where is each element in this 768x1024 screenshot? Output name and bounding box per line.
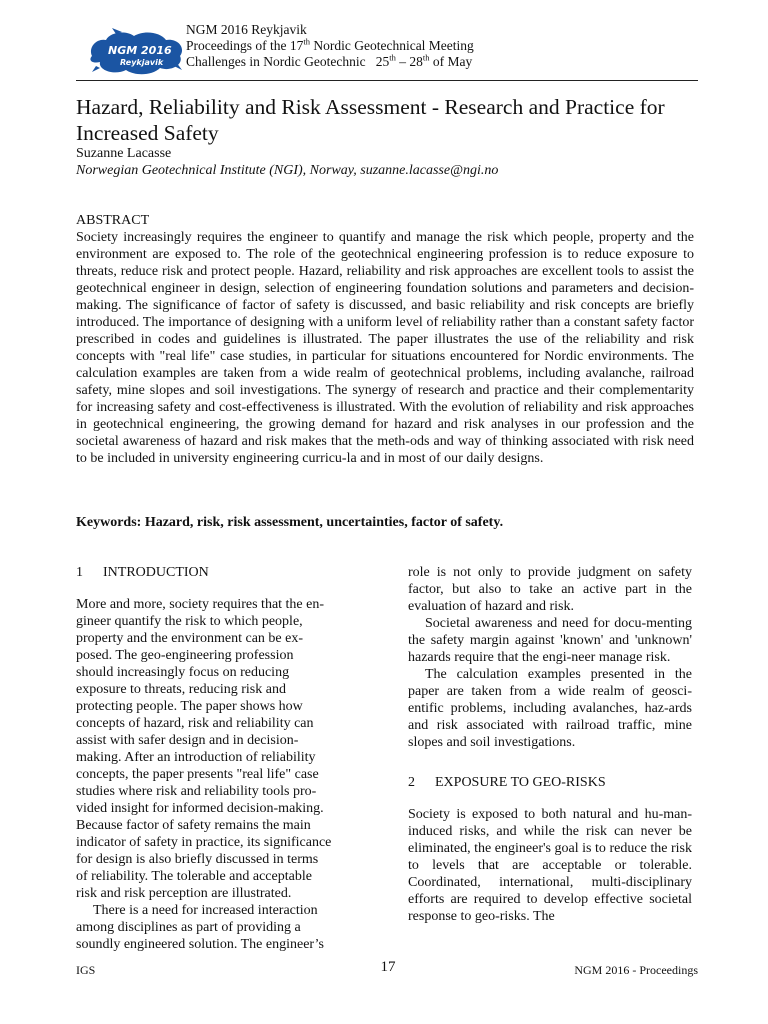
text-line: risk and risk perception are illustrated.: [76, 886, 292, 901]
page-header: [76, 22, 698, 81]
text-line: There is a need for increased interaction: [93, 903, 318, 918]
header-line-3: Challenges in Nordic Geotechnic 25th – 28th of May: [186, 52, 473, 69]
text-line: protecting people. The paper shows how: [76, 699, 303, 714]
paper-title: Hazard, Reliability and Risk Assessment - Research and Practice for Increased Safety: [76, 95, 665, 145]
abstract-heading: ABSTRACT: [76, 213, 150, 228]
svg-text:Reykjavik: Reykjavik: [120, 58, 164, 67]
section-2-heading: [408, 774, 692, 791]
section-1-title: INTRODUCTION: [103, 565, 209, 580]
intro-paragraph-2-continued: role is not only to provide judgment on safety factor, but also to take an active part in the evaluation of hazard and risk.: [408, 565, 692, 614]
text-line: posed. The geo-engineering profession: [76, 648, 294, 663]
header-text: [186, 22, 474, 70]
section-1-number: 1: [76, 565, 83, 580]
text-line: property and the environment can be ex-: [76, 631, 304, 646]
section-2-paragraph-1: Society is exposed to both natural and hu-man-induced risks, and while the risk can never be eliminated, the engineer's goal is to reduce the risk to levels that are acceptable or tolerable. Coordinated, international, multi-disciplinary efforts are required to develop effective societal response to geo-risks. The: [408, 807, 692, 924]
intro-paragraph-4: The calculation examples presented in the paper are taken from a wide realm of geosci-entific problems, including avalanches, haz-ards and risk associated with railroad traffic, mine slopes and soil investigations.: [408, 667, 692, 750]
author-affiliation: Norwegian Geotechnical Institute (NGI), Norway, suzanne.lacasse@ngi.no: [76, 163, 499, 178]
text-line: Because factor of safety remains the main: [76, 818, 311, 833]
text-line: exposure to threats, reducing risk and: [76, 682, 286, 697]
header-line-1: NGM 2016 Reykjavik: [186, 22, 307, 37]
text-line: concepts, the paper presents "real life" case: [76, 767, 319, 782]
right-column: [408, 564, 692, 925]
left-column: [76, 564, 360, 953]
text-line: making. After an introduction of reliability: [76, 750, 316, 765]
text-line: of reliability. The tolerable and acceptable: [76, 869, 312, 884]
intro-paragraph-3: Societal awareness and need for docu-menting the safety margin against 'known' and 'unknown' hazards require that the engi-neer manage risk.: [408, 616, 692, 665]
text-line: studies where risk and reliability tools pro-: [76, 784, 317, 799]
abstract-text: Society increasingly requires the engineer to quantify and manage the risk which people, property and the environment are exposed to. The role of the geotechnical engineering profession is to reduce exposure to threats, reduce risk and protect people. Hazard, reliability and risk approaches are excellent tools to assist the geotechnical engineer in design, selection of engineering foundation solutions and parameters and decision-making. The significance of factor of safety is discussed, and basic reliability and risk concepts are briefly introduced. The importance of designing with a uniform level of reliability rather than a constant safety factor prescribed in codes and guidelines is illustrated. The paper illustrates the use of the reliability and risk concepts with "real life" case studies, in particular for situations encountered for Nordic environments. The calculation examples are taken from a wide realm of geotechnical problems, including avalanche, railroad safety, mine slopes and soil investigations. The synergy of research and practice and their complementarity for increasing safety and cost-effectiveness is illustrated. With the evolution of reliability and risk approaches in geotechnical engineering, the growing demand for hazard and risk analyses in our profession and the societal awareness of hazard and risk makes that the meth-ods and way of thinking associated with risk need to be included in university engineering curricu-la and in most of our daily designs.: [76, 230, 694, 466]
intro-paragraph-1: [76, 596, 360, 902]
text-line: concepts of hazard, risk and reliability can: [76, 716, 314, 731]
text-line: for design is also briefly discussed in terms: [76, 852, 319, 867]
text-line: gineer quantify the risk to which people,: [76, 614, 303, 629]
keywords: Keywords: Hazard, risk, risk assessment, uncertainties, factor of safety.: [76, 515, 504, 530]
author-name: Suzanne Lacasse: [76, 146, 172, 161]
section-2-number: 2: [408, 775, 415, 790]
footer-society: IGS: [76, 963, 96, 977]
header-line-2: Proceedings of the 17th Nordic Geotechnical Meeting: [186, 36, 474, 53]
text-line: assist with safer design and in decision-: [76, 733, 299, 748]
text-line: More and more, society requires that the en-: [76, 597, 325, 612]
svg-text:NGM 2016: NGM 2016: [108, 44, 172, 57]
text-line: should increasingly focus on reducing: [76, 665, 290, 680]
page-number: 17: [380, 959, 396, 975]
text-line: indicator of safety in practice, its significance: [76, 835, 332, 850]
text-line: among disciplines as part of providing a: [76, 920, 301, 935]
footer-proceedings: NGM 2016 - Proceedings: [574, 963, 698, 977]
section-1-heading: [76, 564, 360, 581]
text-line: soundly engineered solution. The engineer’s: [76, 937, 324, 952]
ngm-logo: [86, 26, 190, 78]
intro-paragraph-2: [76, 902, 360, 953]
text-line: vided insight for informed decision-making.: [76, 801, 324, 816]
section-2-title: EXPOSURE TO GEO-RISKS: [435, 775, 606, 790]
